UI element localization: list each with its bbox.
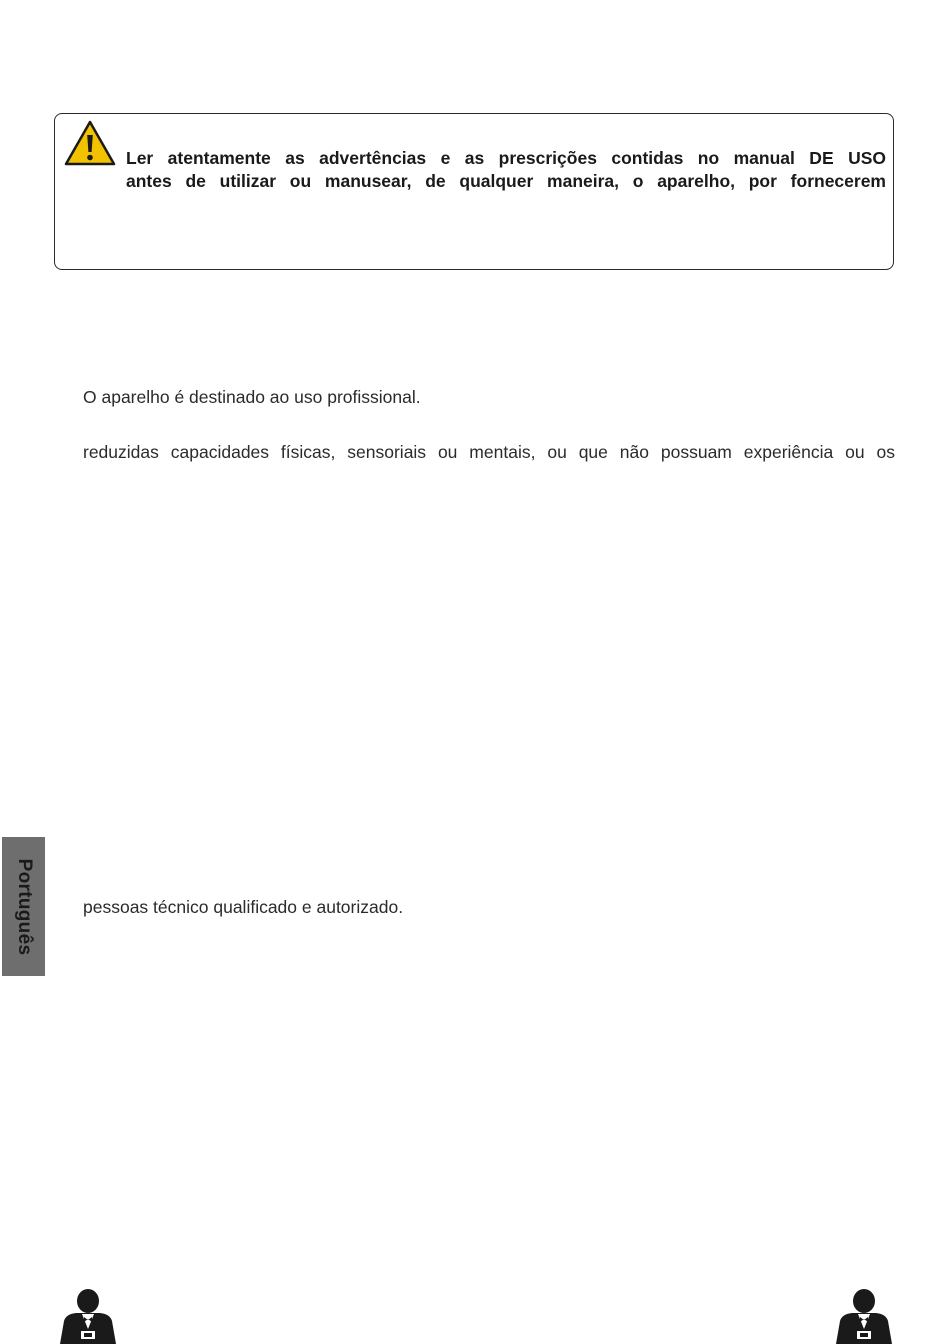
paragraph-reduced-capacities: reduzidas capacidades físicas, sensoriais ou mentais, ou que não possuam experiência ou os (83, 442, 895, 462)
language-tab (2, 837, 45, 976)
warning-box (54, 113, 894, 270)
warning-line-1: Ler atentamente as advertências e as prescrições contidas no manual DE USO (126, 148, 886, 168)
waiter-logo-icon (58, 1287, 118, 1344)
warning-text (126, 147, 886, 193)
warning-line-2: antes de utilizar ou manusear, de qualquer maneira, o aparelho, por fornecerem (126, 171, 886, 191)
warning-icon (63, 119, 117, 167)
paragraph-professional-use: O aparelho é destinado ao uso profissional. (83, 387, 421, 407)
language-tab-label: Português (13, 858, 35, 955)
paragraph-qualified-personnel: pessoas técnico qualificado e autorizado. (83, 897, 404, 917)
waiter-logo-icon (834, 1287, 894, 1344)
